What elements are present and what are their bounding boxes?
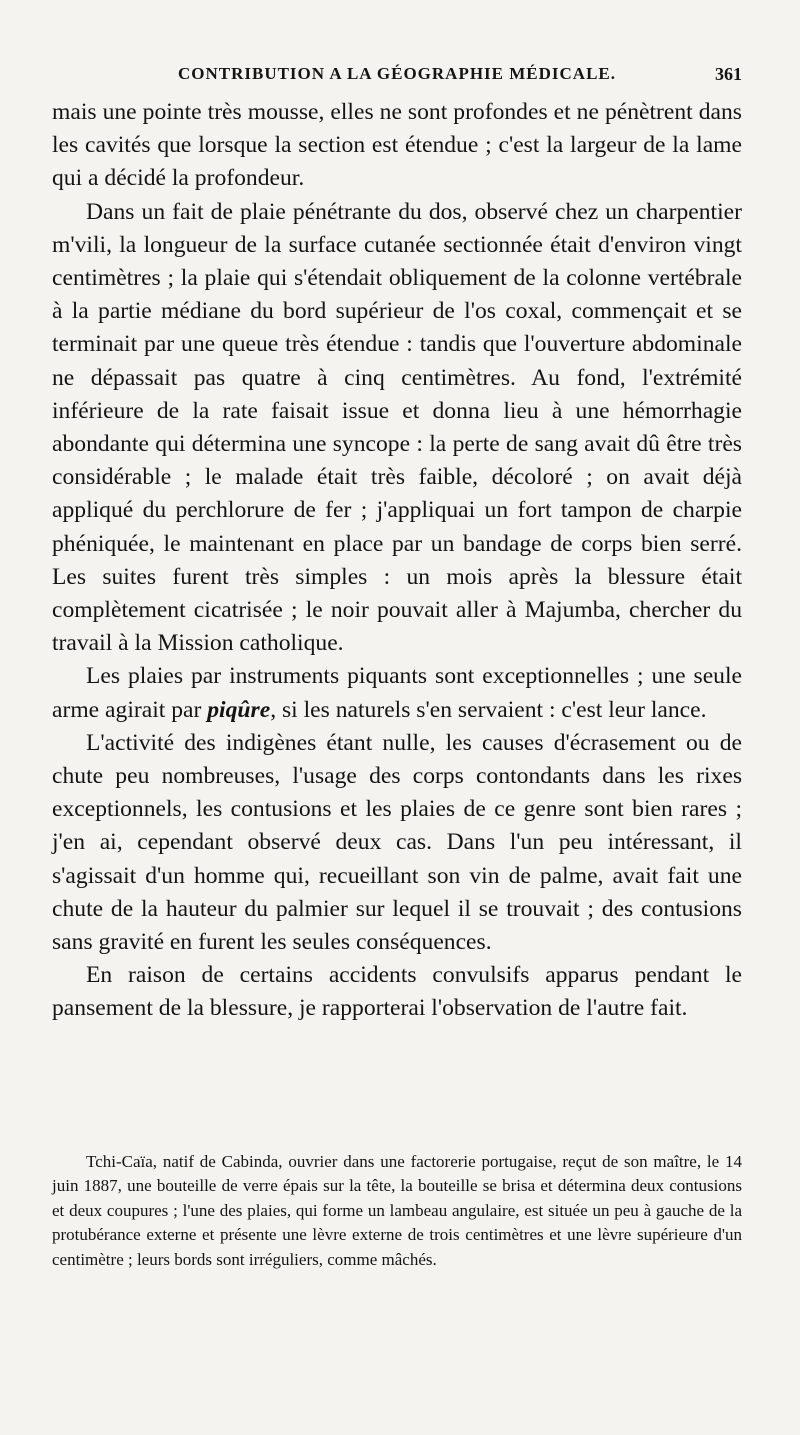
paragraph-wound-case: Dans un fait de plaie pénétrante du dos, observé chez un charpentier m'vili, la longueur de la surface cutanée sectionnée était d'environ vingt centimètres ; la plaie qui s'étendait obliquement de la colonne vertébrale à la partie médiane du bord supérieur de l'os coxal, commençait et se terminait par une queue très étendue : tandis que l'ouverture abdominale ne dépassait pas quatre à cinq centimètres. Au fond, l'extrémité inférieure de la rate faisait issue et donna lieu à une hémorrhagie abondante qui détermina une syncope : la perte de sang avait dû être très considérable ; le malade était très faible, décoloré ; on avait déjà appliqué du perchlorure de fer ; j'appliquai un fort tampon de charpie phéniquée, le maintenant en place par un bandage de corps bien serré. Les suites furent très simples : un mois après la blessure était complètement cicatrisée ; le noir pouvait aller à Majumba, chercher du travail à la Mission catholique. [52, 198, 742, 657]
paragraph-piercing-wounds [52, 660, 742, 726]
piqure-text-before: Les plaies par instruments piquants sont exceptionnelles ; une seule arme agirait par [52, 663, 742, 723]
running-title: CONTRIBUTION A LA GÉOGRAPHIE MÉDICALE. [177, 64, 617, 83]
piqure-emphasis: piqûre [207, 696, 271, 723]
paragraph-contusions: L'activité des indigènes étant nulle, les causes d'écrasement ou de chute peu nombreuses, l'usage des corps contondants dans les rixes exceptionnels, les contusions et les plaies de ce genre sont bien rares ; j'en ai, cependant observé deux cas. Dans l'un peu intéressant, il s'agissait d'un homme qui, recueillant son vin de palme, avait fait une chute de la hauteur du palmier sur lequel il se trouvait ; des contusions sans gravité en furent les seules conséquences. [52, 729, 742, 956]
paragraph-observation-intro: En raison de certains accidents convulsifs apparus pendant le pansement de la blessure, je rapporterai l'observation de l'autre fait. [52, 962, 742, 1022]
page-number: 361 [715, 64, 742, 84]
main-text [52, 96, 742, 1026]
page-header [52, 60, 742, 88]
observation-note [52, 1150, 742, 1272]
paragraph-continuation: mais une pointe très mousse, elles ne sont profondes et ne pénètrent dans les cavités que lorsque la section est étendue ; c'est la largeur de la lame qui a décidé la profondeur. [52, 99, 742, 192]
piqure-text-after: , si les naturels s'en servaient : c'est leur lance. [270, 696, 707, 723]
observation-text: Tchi-Caïa, natif de Cabinda, ouvrier dans une factorerie portugaise, reçut de son maître, le 14 juin 1887, une bouteille de verre épais sur la tête, la bouteille se brisa et détermina deux contusions et deux coupures ; l'une des plaies, qui forme un lambeau angulaire, est située un peu à gauche de la protubérance externe et présente une lèvre externe de trois centimètres et une lèvre supérieure d'un centimètre ; leurs bords sont irréguliers, comme mâchés. [52, 1152, 742, 1269]
